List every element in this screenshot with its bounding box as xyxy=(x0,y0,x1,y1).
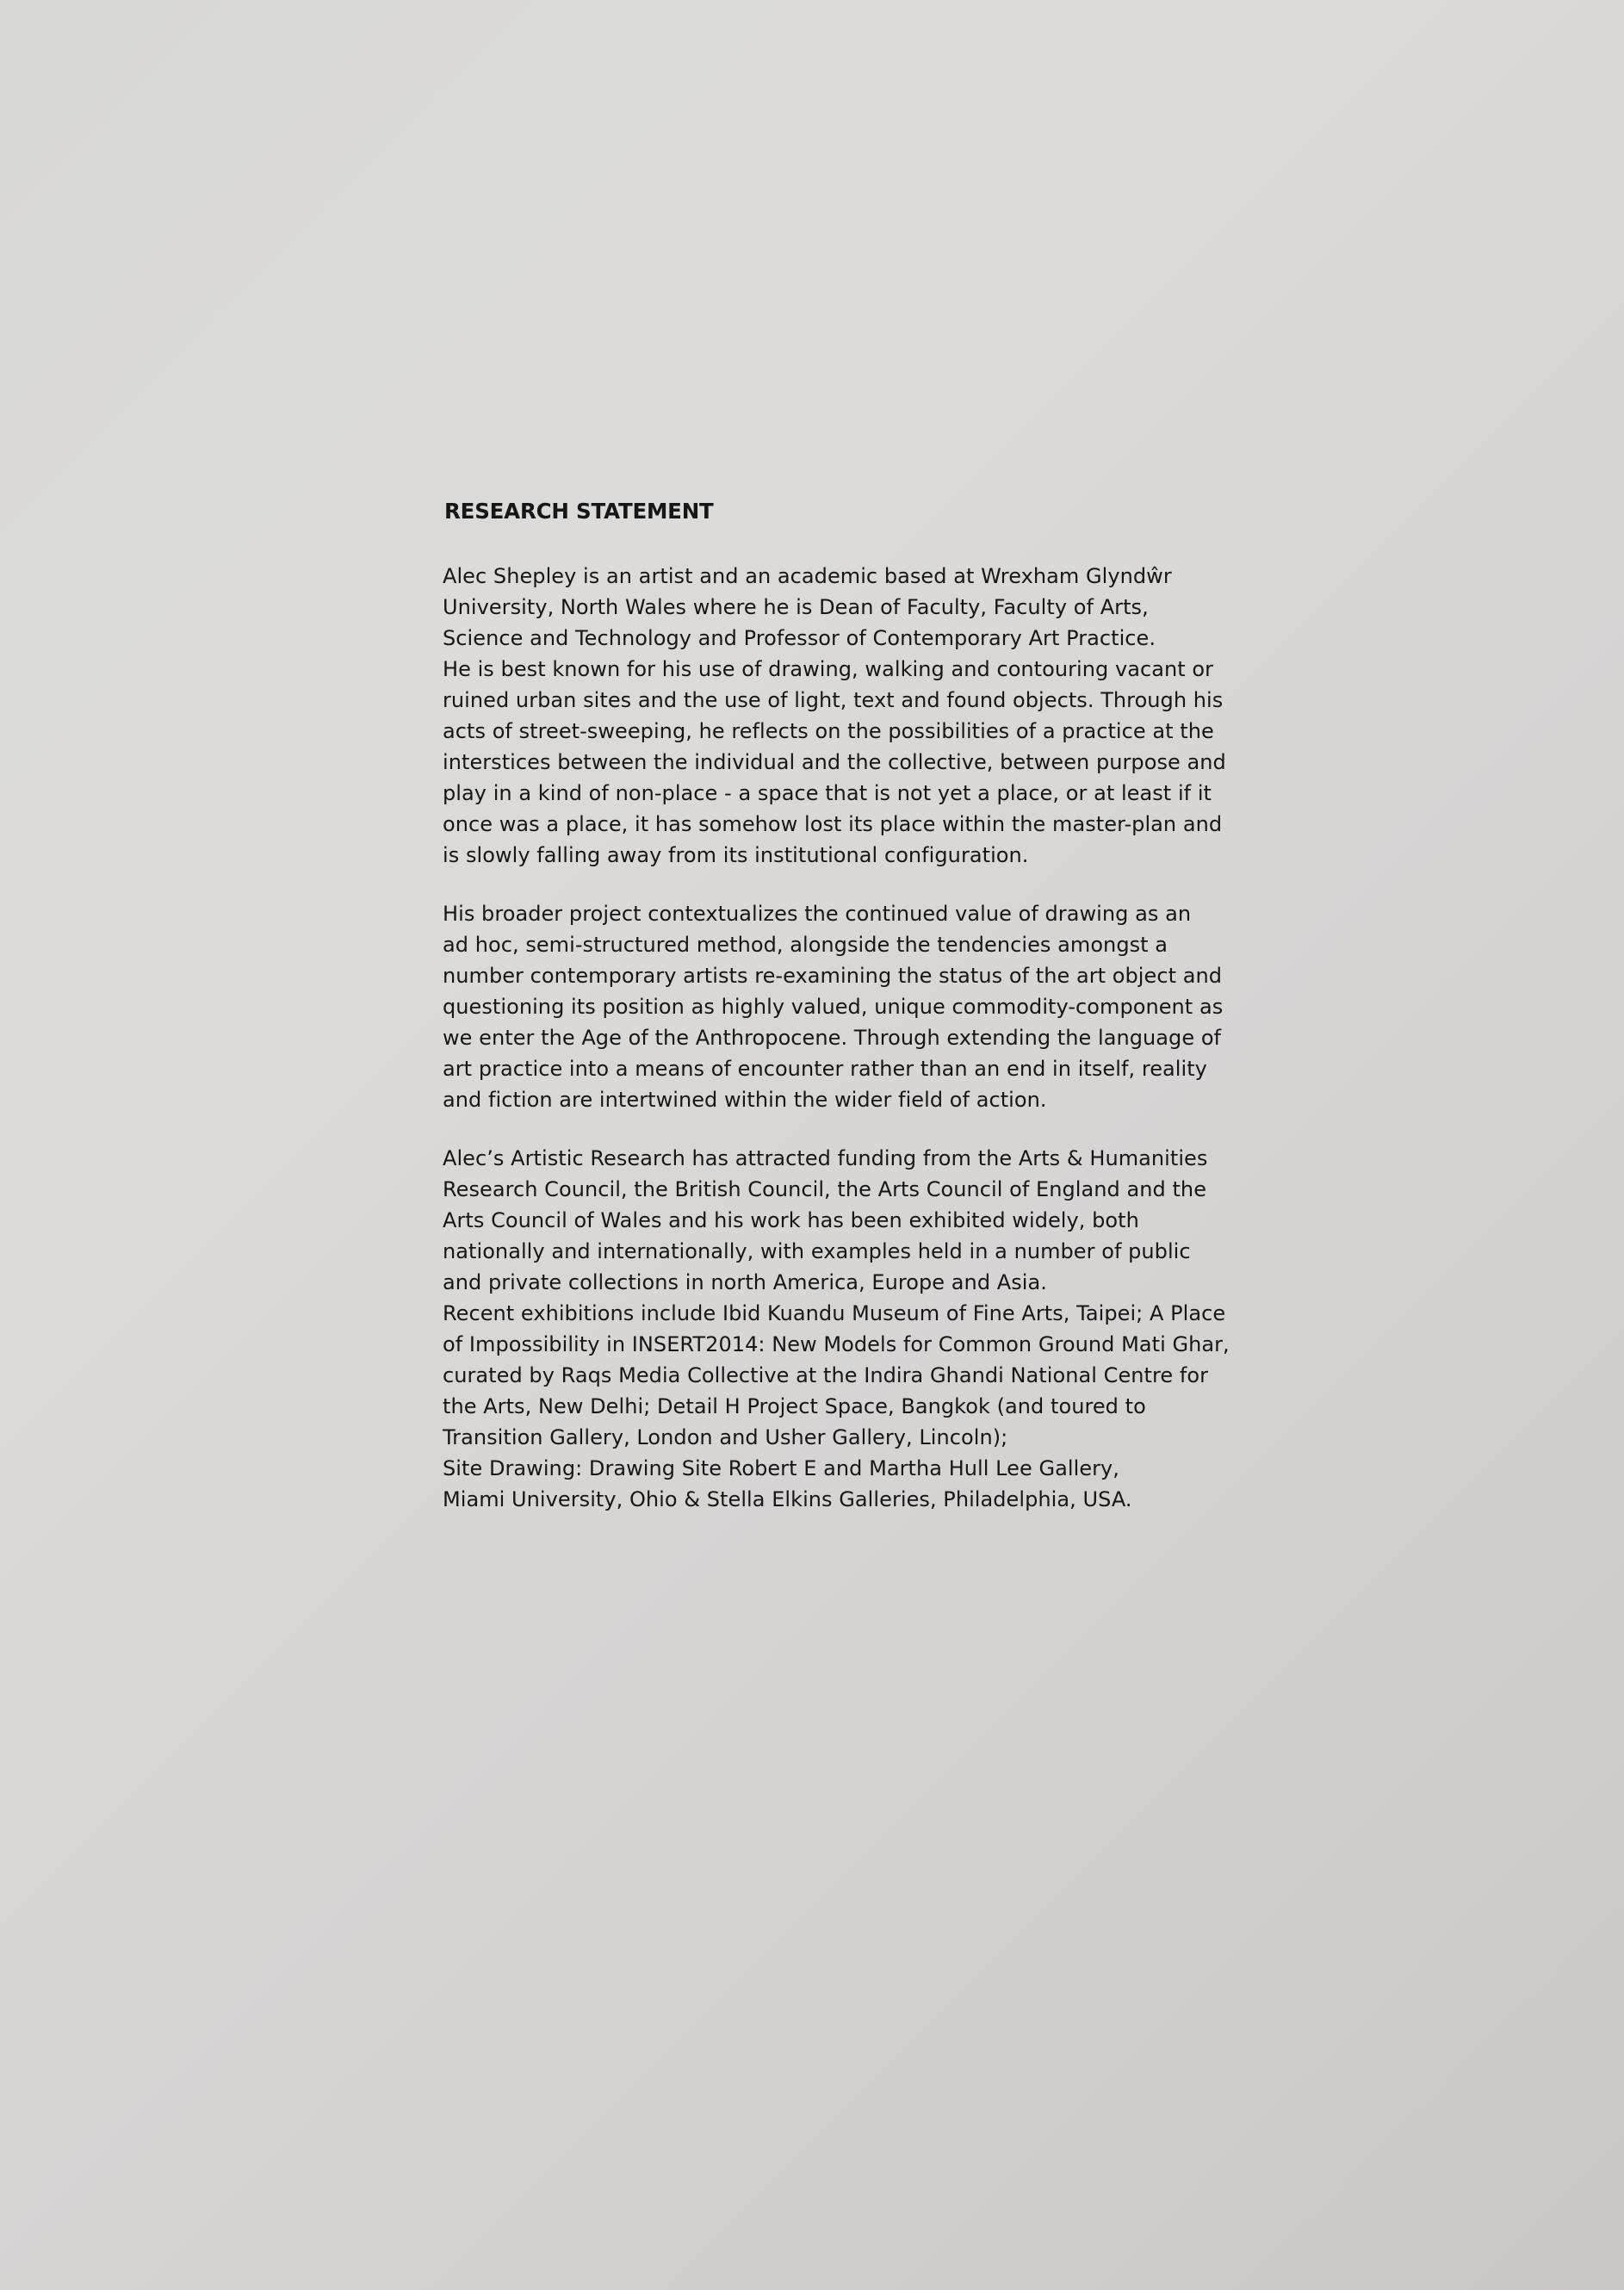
text-line: University, North Wales where he is Dean of Faculty, Faculty of Arts, xyxy=(443,595,1149,619)
text-line: Science and Technology and Professor of Contemporary Art Practice. xyxy=(443,626,1156,650)
text-line: ruined urban sites and the use of light, text and found objects. Through his xyxy=(443,688,1224,712)
text-line: the Arts, New Delhi; Detail H Project Space, Bangkok (and toured to xyxy=(443,1394,1146,1418)
text-line: ad hoc, semi-structured method, alongside the tendencies amongst a xyxy=(443,933,1168,957)
text-line: nationally and internationally, with examples held in a number of public xyxy=(443,1239,1191,1263)
text-line: and fiction are intertwined within the wider field of action. xyxy=(443,1088,1047,1112)
text-line: once was a place, it has somehow lost its place within the master-plan and xyxy=(443,812,1223,836)
page-title: RESEARCH STATEMENT xyxy=(444,499,714,524)
text-line: is slowly falling away from its institutional configuration. xyxy=(443,843,1029,867)
research-statement-section xyxy=(443,493,1230,1542)
text-line: acts of street-sweeping, he reflects on the possibilities of a practice at the xyxy=(443,719,1214,743)
text-line: art practice into a means of encounter rather than an end in itself, reality xyxy=(443,1057,1207,1081)
text-line: Arts Council of Wales and his work has been exhibited widely, both xyxy=(443,1208,1139,1232)
text-line: Recent exhibitions include Ibid Kuandu Museum of Fine Arts, Taipei; A Place xyxy=(443,1301,1226,1325)
text-line: He is best known for his use of drawing, walking and contouring vacant or xyxy=(443,657,1214,681)
text-line: interstices between the individual and the collective, between purpose and xyxy=(443,750,1226,774)
text-line: Miami University, Ohio & Stella Elkins Galleries, Philadelphia, USA. xyxy=(443,1487,1132,1511)
text-line: play in a kind of non-place - a space that is not yet a place, or at least if it xyxy=(443,781,1212,805)
text-line: number contemporary artists re-examining the status of the art object and xyxy=(443,964,1223,988)
text-line: Research Council, the British Council, the Arts Council of England and the xyxy=(443,1177,1207,1201)
text-line: Site Drawing: Drawing Site Robert E and Martha Hull Lee Gallery, xyxy=(443,1456,1119,1480)
paragraph-1 xyxy=(443,561,1226,871)
text-line: we enter the Age of the Anthropocene. Through extending the language of xyxy=(443,1026,1222,1050)
text-line: Alec’s Artistic Research has attracted funding from the Arts & Humanities xyxy=(443,1146,1208,1170)
text-line: Transition Gallery, London and Usher Gallery, Lincoln); xyxy=(443,1425,1008,1449)
text-line: Alec Shepley is an artist and an academic based at Wrexham Glyndŵr xyxy=(443,564,1172,588)
text-line: and private collections in north America, Europe and Asia. xyxy=(443,1270,1047,1294)
paragraph-2 xyxy=(443,898,1224,1115)
text-line: curated by Raqs Media Collective at the Indira Ghandi National Centre for xyxy=(443,1363,1209,1387)
paragraph-3 xyxy=(443,1143,1230,1515)
text-line: questioning its position as highly valued, unique commodity-component as xyxy=(443,995,1224,1019)
text-line: His broader project contextualizes the continued value of drawing as an xyxy=(443,902,1192,926)
text-line: of Impossibility in INSERT2014: New Models for Common Ground Mati Ghar, xyxy=(443,1332,1230,1356)
